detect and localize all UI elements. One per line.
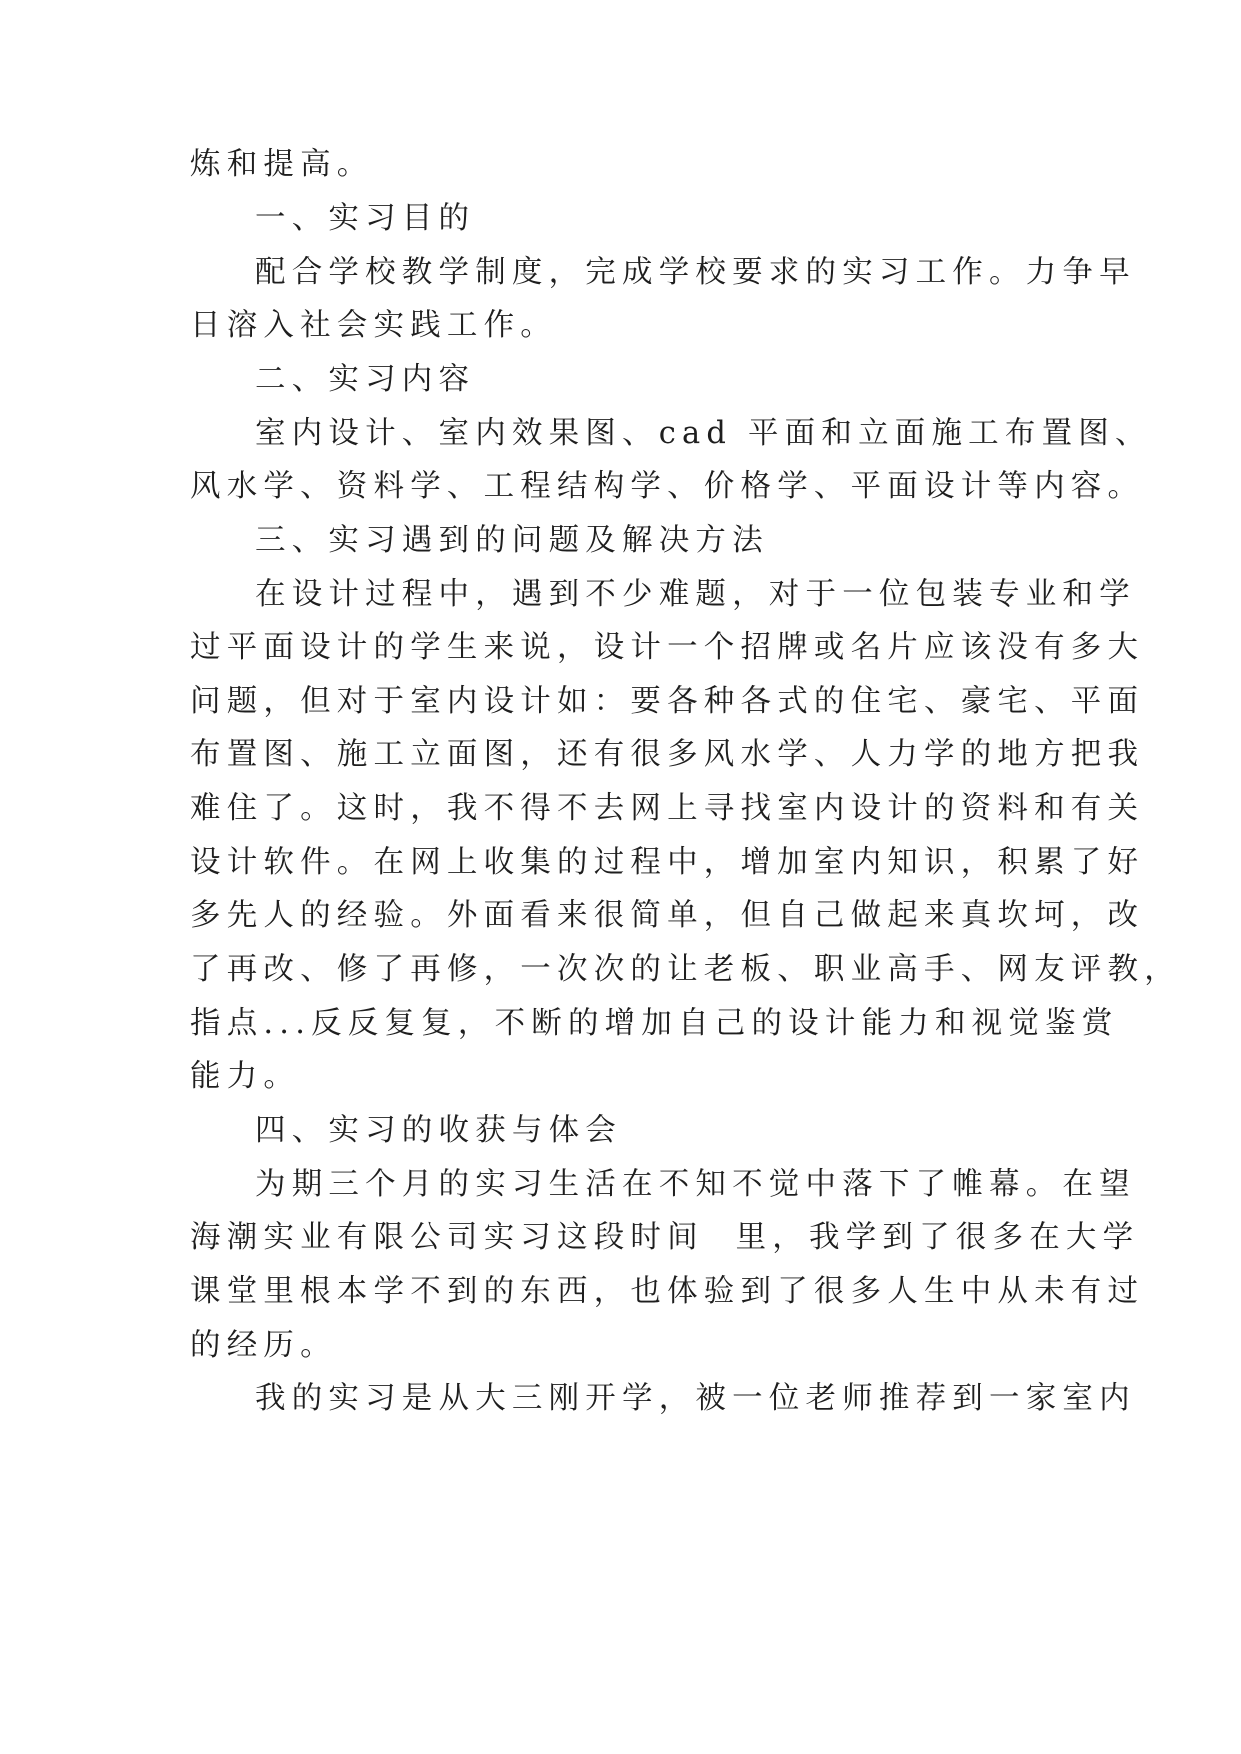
text-line: 难住了。这时，我不得不去网上寻找室内设计的资料和有关: [190, 791, 1145, 826]
text-line: 炼和提高。: [190, 147, 374, 182]
text-line: 设计软件。在网上收集的过程中，增加室内知识，积累了好: [190, 845, 1145, 880]
text-line: 日溶入社会实践工作。: [190, 308, 557, 343]
section-heading: 二、实习内容: [255, 362, 476, 397]
section-heading: 四、实习的收获与体会: [255, 1113, 622, 1148]
section-heading: 三、实习遇到的问题及解决方法: [255, 523, 769, 558]
text-line: 布置图、施工立面图，还有很多风水学、人力学的地方把我: [190, 737, 1145, 772]
text-line: 了再改、修了再修，一次次的让老板、职业高手、网友评教，: [190, 952, 1181, 987]
text-line: 风水学、资料学、工程结构学、价格学、平面设计等内容。: [190, 469, 1145, 504]
text-line: 我的实习是从大三刚开学，被一位老师推荐到一家室内: [255, 1381, 1136, 1416]
text-line: 室内设计、室内效果图、cad 平面和立面施工布置图、: [255, 416, 1152, 451]
text-line: 的经历。: [190, 1328, 337, 1363]
text-line: 海潮实业有限公司实习这段时间 里，我学到了很多在大学: [190, 1220, 1140, 1255]
text-line: 为期三个月的实习生活在不知不觉中落下了帷幕。在望: [255, 1167, 1136, 1202]
text-line: 多先人的经验。外面看来很简单，但自己做起来真坎坷，改: [190, 898, 1145, 933]
text-line: 问题，但对于室内设计如：要各种各式的住宅、豪宅、平面: [190, 684, 1145, 719]
text-line: 课堂里根本学不到的东西，也体验到了很多人生中从未有过: [190, 1274, 1145, 1309]
text-line: 能力。: [190, 1059, 301, 1094]
text-line: 指点...反反复复，不断的增加自己的设计能力和视觉鉴赏: [190, 1006, 1119, 1041]
text-line: 过平面设计的学生来说，设计一个招牌或名片应该没有多大: [190, 630, 1145, 665]
section-heading: 一、实习目的: [255, 201, 476, 236]
text-line: 配合学校教学制度，完成学校要求的实习工作。力争早: [255, 255, 1136, 290]
text-line: 在设计过程中，遇到不少难题，对于一位包装专业和学: [255, 577, 1136, 612]
